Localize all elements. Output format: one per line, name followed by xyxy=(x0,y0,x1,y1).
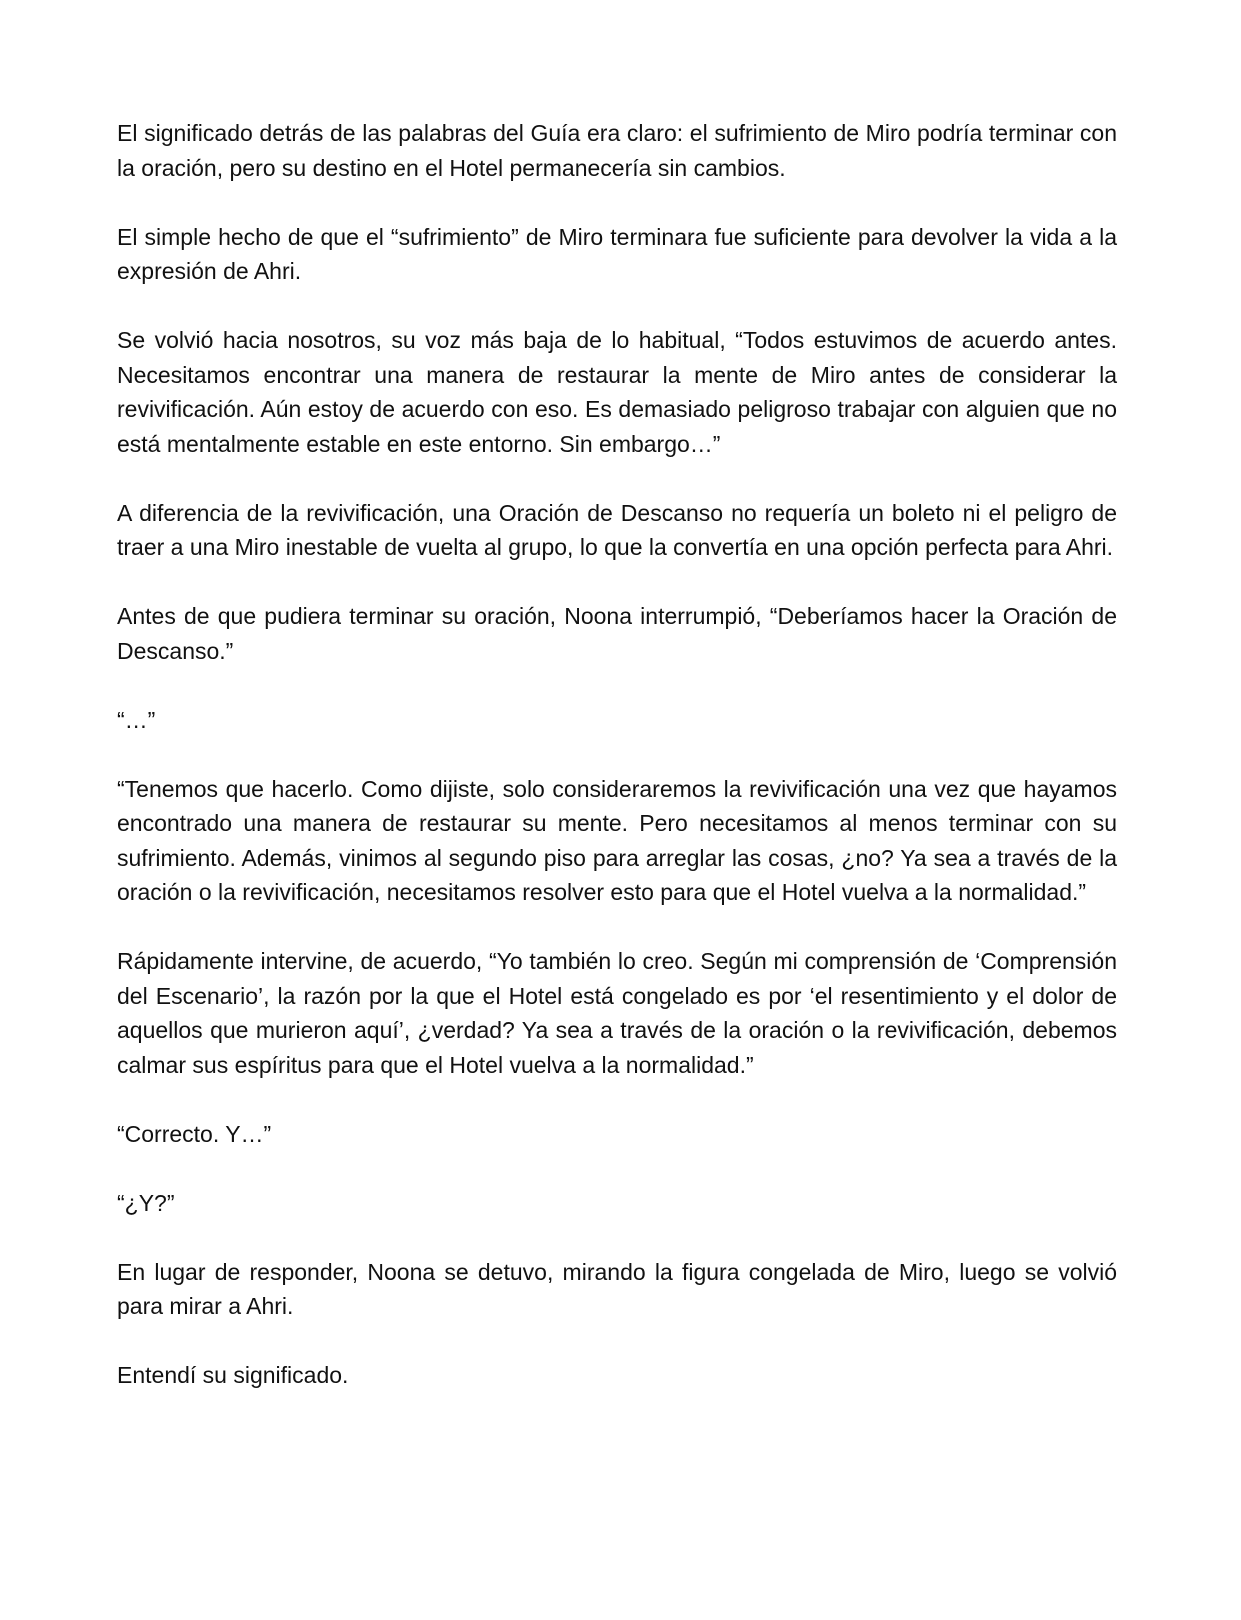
paragraph: Se volvió hacia nosotros, su voz más baja de lo habitual, “Todos estuvimos de acuerdo antes. Necesitamos encontrar una manera de restaurar la mente de Miro antes de considerar la revivificación. Aún estoy de acuerdo con eso. Es demasiado peligroso trabajar con alguien que no está mentalmente estable en este entorno. Sin embargo…” xyxy=(117,327,1117,457)
paragraph: Entendí su significado. xyxy=(117,1362,349,1388)
paragraph: “Correcto. Y…” xyxy=(117,1120,272,1147)
paragraph: El simple hecho de que el “sufrimiento” de Miro terminara fue suficiente para devolver la vida a la expresión de Ahri. xyxy=(117,223,1117,284)
document-body xyxy=(117,116,1117,1393)
paragraph: “Tenemos que hacerlo. Como dijiste, solo consideraremos la revivificación una vez que hayamos encontrado una manera de restaurar su mente. Pero necesitamos al menos terminar con su sufrimiento. Además, vinimos al segundo piso para arreglar las cosas, ¿no? Ya sea a través de la oración o la revivificación, necesitamos resolver esto para que el Hotel vuelva a la normalidad.” xyxy=(117,775,1117,905)
paragraph: El significado detrás de las palabras del Guía era claro: el sufrimiento de Miro podría terminar con la oración, pero su destino en el Hotel permanecería sin cambios. xyxy=(117,120,1117,181)
paragraph: “…” xyxy=(117,706,156,733)
paragraph: Antes de que pudiera terminar su oración, Noona interrumpió, “Deberíamos hacer la Oración de Descanso.” xyxy=(117,603,1117,664)
paragraph: En lugar de responder, Noona se detuvo, mirando la figura congelada de Miro, luego se volvió para mirar a Ahri. xyxy=(117,1258,1117,1319)
paragraph: Rápidamente intervine, de acuerdo, “Yo también lo creo. Según mi comprensión de ‘Comprensión del Escenario’, la razón por la que el Hotel está congelado es por ‘el resentimiento y el dolor de aquellos que murieron aquí’, ¿verdad? Ya sea a través de la oración o la revivificación, debemos calmar sus espíritus para que el Hotel vuelva a la normalidad.” xyxy=(117,948,1117,1078)
paragraph: A diferencia de la revivificación, una Oración de Descanso no requería un boleto ni el peligro de traer a una Miro inestable de vuelta al grupo, lo que la convertía en una opción perfecta para Ahri. xyxy=(117,499,1117,560)
paragraph: “¿Y?” xyxy=(117,1189,175,1216)
